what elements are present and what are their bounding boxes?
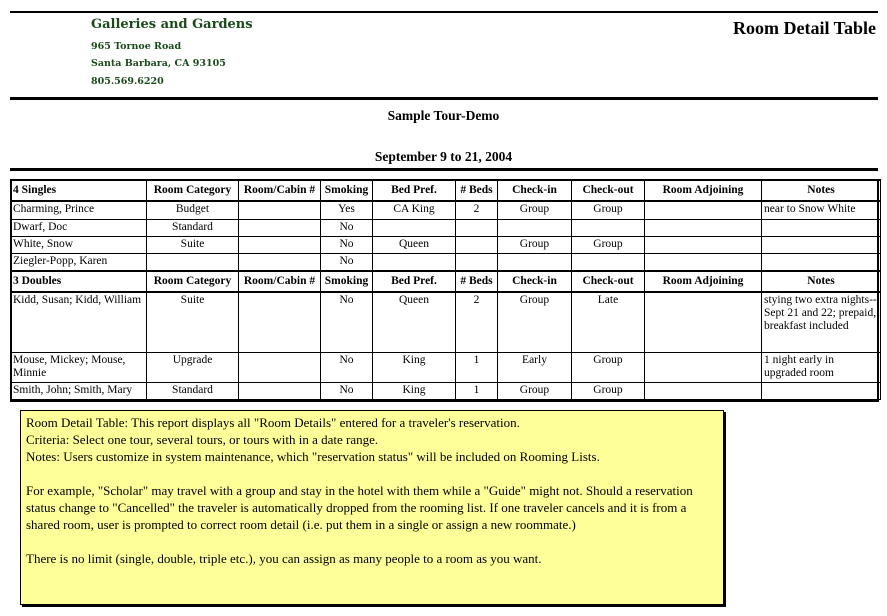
cell-beds bbox=[456, 220, 498, 237]
cell-category: Standard bbox=[147, 220, 239, 237]
cell-smoking: No bbox=[321, 353, 373, 383]
cell-beds: 2 bbox=[456, 292, 498, 353]
column-header: Room Category bbox=[147, 180, 239, 201]
cell-category: Suite bbox=[147, 292, 239, 353]
cell-check-out bbox=[572, 254, 645, 272]
cell-beds bbox=[456, 254, 498, 272]
cell-bed-pref: Queen bbox=[373, 237, 456, 254]
column-header: Check-out bbox=[572, 180, 645, 201]
cell-adjoining bbox=[645, 353, 762, 383]
cell-adjoining bbox=[645, 383, 762, 400]
cell-beds: 2 bbox=[456, 201, 498, 220]
column-header: Notes bbox=[762, 271, 881, 292]
report-title: Room Detail Table bbox=[732, 18, 876, 38]
cell-cabin bbox=[239, 237, 321, 254]
cell-beds: 1 bbox=[456, 353, 498, 383]
cell-adjoining bbox=[645, 220, 762, 237]
note-paragraph2: For example, "Scholar" may travel with a group and stay in the hotel with them while a "Guide" might not. Should a reservation status change to "Cancelled" the traveler is automatically dropped from the rooming list. If one traveler cancels and it is from a shared room, user is prompted to correct room detail (i.e. put them in a single or assign a new roommate.) bbox=[26, 483, 693, 532]
column-header: Smoking bbox=[321, 271, 373, 292]
cell-cabin bbox=[239, 201, 321, 220]
cell-notes bbox=[762, 237, 881, 254]
cell-notes bbox=[762, 383, 881, 400]
column-header: Check-in bbox=[498, 180, 572, 201]
column-header: Check-out bbox=[572, 271, 645, 292]
cell-adjoining bbox=[645, 254, 762, 272]
cell-smoking: No bbox=[321, 237, 373, 254]
header-rule bbox=[10, 97, 878, 100]
group-label: 3 Doubles bbox=[11, 271, 147, 292]
note-line3: Notes: Users customize in system maintenance, which "reservation status" will be included on Rooming Lists. bbox=[26, 449, 600, 464]
group-header-row bbox=[11, 271, 881, 292]
cell-category: Upgrade bbox=[147, 353, 239, 383]
note-line1: Room Detail Table: This report displays all "Room Details" entered for a traveler's reservation. bbox=[26, 415, 520, 430]
cell-smoking: No bbox=[321, 292, 373, 353]
column-header: Room Category bbox=[147, 271, 239, 292]
cell-notes: 1 night early in upgraded room bbox=[762, 353, 881, 383]
cell-beds bbox=[456, 237, 498, 254]
cell-category bbox=[147, 254, 239, 272]
traveler-name: Ziegler-Popp, Karen bbox=[11, 254, 147, 272]
cell-check-out: Late bbox=[572, 292, 645, 353]
column-header: Room/Cabin # bbox=[239, 271, 321, 292]
cell-cabin bbox=[239, 353, 321, 383]
cell-check-out: Group bbox=[572, 201, 645, 220]
cell-check-in: Group bbox=[498, 383, 572, 400]
table-row bbox=[11, 353, 881, 383]
cell-cabin bbox=[239, 292, 321, 353]
column-header: Notes bbox=[762, 180, 881, 201]
cell-adjoining bbox=[645, 237, 762, 254]
cell-check-in: Group bbox=[498, 201, 572, 220]
cell-check-out bbox=[572, 220, 645, 237]
traveler-name: Dwarf, Doc bbox=[11, 220, 147, 237]
traveler-name: Charming, Prince bbox=[11, 201, 147, 220]
table-row bbox=[11, 237, 881, 254]
cell-cabin bbox=[239, 383, 321, 400]
cell-cabin bbox=[239, 254, 321, 272]
company-name: Galleries and Gardens bbox=[91, 17, 253, 32]
group-header-row bbox=[11, 180, 881, 201]
cell-check-in: Group bbox=[498, 237, 572, 254]
cell-check-in: Early bbox=[498, 353, 572, 383]
cell-check-in bbox=[498, 254, 572, 272]
cell-check-in: Group bbox=[498, 292, 572, 353]
cell-smoking: No bbox=[321, 383, 373, 400]
date-rule bbox=[10, 168, 878, 171]
cell-smoking: No bbox=[321, 220, 373, 237]
company-phone: 805.569.6220 bbox=[91, 76, 164, 87]
column-header: Room Adjoining bbox=[645, 180, 762, 201]
top-rule bbox=[10, 11, 878, 13]
cell-cabin bbox=[239, 220, 321, 237]
cell-smoking: Yes bbox=[321, 201, 373, 220]
cell-category: Budget bbox=[147, 201, 239, 220]
table-row bbox=[11, 383, 881, 400]
tour-name: Sample Tour-Demo bbox=[387, 108, 500, 123]
column-header: Smoking bbox=[321, 180, 373, 201]
cell-notes bbox=[762, 254, 881, 272]
table-row bbox=[11, 201, 881, 220]
cell-adjoining bbox=[645, 292, 762, 353]
cell-bed-pref bbox=[373, 254, 456, 272]
cell-notes: near to Snow White bbox=[762, 201, 881, 220]
table-row bbox=[11, 254, 881, 272]
cell-category: Standard bbox=[147, 383, 239, 400]
cell-adjoining bbox=[645, 201, 762, 220]
cell-category: Suite bbox=[147, 237, 239, 254]
note-paragraph3: There is no limit (single, double, triple etc.), you can assign as many people to a room as you want. bbox=[26, 551, 542, 566]
column-header: Bed Pref. bbox=[373, 180, 456, 201]
group-label: 4 Singles bbox=[11, 180, 147, 201]
cell-smoking: No bbox=[321, 254, 373, 272]
column-header: Check-in bbox=[498, 271, 572, 292]
traveler-name: Smith, John; Smith, Mary bbox=[11, 383, 147, 400]
traveler-name: Kidd, Susan; Kidd, William bbox=[11, 292, 147, 353]
cell-notes: stying two extra nights--Sept 21 and 22; prepaid, breakfast included bbox=[762, 292, 881, 353]
date-range: September 9 to 21, 2004 bbox=[374, 149, 513, 164]
company-address-line1: 965 Tornoe Road bbox=[91, 41, 182, 52]
column-header: # Beds bbox=[456, 180, 498, 201]
cell-bed-pref: CA King bbox=[373, 201, 456, 220]
cell-check-out: Group bbox=[572, 237, 645, 254]
cell-bed-pref: Queen bbox=[373, 292, 456, 353]
traveler-name: White, Snow bbox=[11, 237, 147, 254]
column-header: # Beds bbox=[456, 271, 498, 292]
cell-bed-pref: King bbox=[373, 353, 456, 383]
cell-check-out: Group bbox=[572, 353, 645, 383]
company-address-line2: Santa Barbara, CA 93105 bbox=[91, 58, 226, 69]
cell-beds: 1 bbox=[456, 383, 498, 400]
column-header: Room/Cabin # bbox=[239, 180, 321, 201]
column-header: Room Adjoining bbox=[645, 271, 762, 292]
cell-check-out: Group bbox=[572, 383, 645, 400]
column-header: Bed Pref. bbox=[373, 271, 456, 292]
note-line2: Criteria: Select one tour, several tours, or tours with in a date range. bbox=[26, 432, 379, 447]
cell-bed-pref: King bbox=[373, 383, 456, 400]
cell-check-in bbox=[498, 220, 572, 237]
traveler-name: Mouse, Mickey; Mouse, Minnie bbox=[11, 353, 147, 383]
cell-notes bbox=[762, 220, 881, 237]
table-row bbox=[11, 292, 881, 353]
room-detail-table bbox=[10, 179, 881, 400]
report-description-note bbox=[20, 410, 724, 605]
cell-bed-pref bbox=[373, 220, 456, 237]
table-row bbox=[11, 220, 881, 237]
